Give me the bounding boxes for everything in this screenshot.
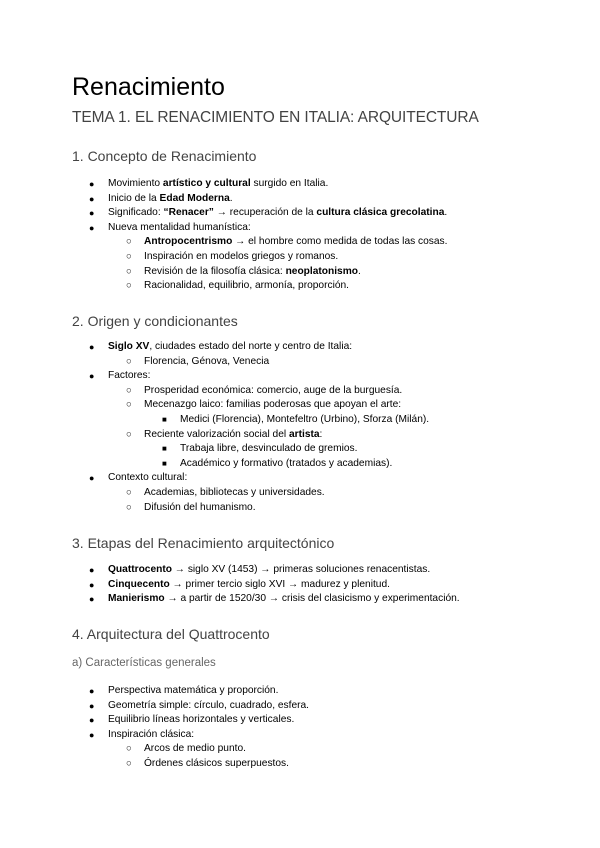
circle-bullet-icon: ○ [126, 399, 132, 411]
document-title: Renacimiento [72, 73, 225, 101]
bullet-icon: ● [89, 473, 95, 484]
section-1-heading: 1. Concepto de Renacimiento [72, 148, 257, 164]
bullet-icon: ● [89, 686, 95, 696]
square-bullet-icon: ■ [162, 444, 167, 454]
section-4-subheading: a) Características generales [72, 657, 216, 669]
section-4-heading: 4. Arquitectura del Quattrocento [72, 626, 270, 642]
list-item: ● Movimiento artístico y cultural surgido en Italia. [0, 177, 600, 192]
bullet-icon: ● [89, 700, 95, 711]
circle-bullet-icon: ○ [126, 757, 132, 769]
bullet-icon: ● [89, 208, 95, 219]
section-1-list [0, 177, 600, 294]
bullet-icon: ● [89, 371, 95, 382]
circle-bullet-icon: ○ [126, 236, 132, 248]
bullet-icon: ● [89, 342, 95, 352]
list-item: ● Factores: [0, 369, 600, 384]
circle-bullet-icon: ○ [126, 501, 132, 513]
list-item: ○ Academias, bibliotecas y universidades. [0, 486, 600, 501]
bullet-icon: ● [89, 715, 95, 726]
list-item: ○ Órdenes clásicos superpuestos. [0, 757, 600, 772]
list-item: ■ Trabaja libre, desvinculado de gremios. [0, 442, 600, 457]
circle-bullet-icon: ○ [126, 280, 132, 292]
list-item: ○ Arcos de medio punto. [0, 742, 600, 757]
list-item: ● Quattrocento → siglo XV (1453) → primeras soluciones renacentistas. [0, 563, 600, 578]
list-item: ● Nueva mentalidad humanística: [0, 221, 600, 236]
list-item: ● Cinquecento → primer tercio siglo XVI → madurez y plenitud. [0, 578, 600, 593]
list-item: ○ Difusión del humanismo. [0, 501, 600, 516]
list-item: ■ Académico y formativo (tratados y academias). [0, 457, 600, 472]
section-2-heading: 2. Origen y condicionantes [72, 313, 238, 329]
list-item: ○ Mecenazgo laico: familias poderosas que apoyan el arte: [0, 398, 600, 413]
bullet-icon: ● [89, 222, 95, 233]
list-item: ○ Antropocentrismo → el hombre como medida de todas las cosas. [0, 235, 600, 250]
section-4-list [0, 684, 600, 772]
circle-bullet-icon: ○ [126, 743, 132, 755]
list-item: ● Inspiración clásica: [0, 728, 600, 743]
circle-bullet-icon: ○ [126, 355, 132, 367]
circle-bullet-icon: ○ [126, 250, 132, 262]
bullet-icon: ● [89, 594, 95, 605]
list-item: ○ Inspiración en modelos griegos y romanos. [0, 250, 600, 265]
list-item: ● Significado: “Renacer” → recuperación de la cultura clásica grecolatina. [0, 206, 600, 221]
bullet-icon: ● [89, 729, 95, 740]
square-bullet-icon: ■ [162, 414, 167, 424]
list-item: ● Manierismo → a partir de 1520/30 → crisis del clasicismo y experimentación. [0, 592, 600, 607]
list-item: ○ Revisión de la filosofía clásica: neoplatonismo. [0, 265, 600, 280]
list-item: ○ Prosperidad económica: comercio, auge de la burguesía. [0, 384, 600, 399]
list-item: ■ Medici (Florencia), Montefeltro (Urbino), Sforza (Milán). [0, 413, 600, 428]
circle-bullet-icon: ○ [126, 384, 132, 396]
square-bullet-icon: ■ [162, 458, 167, 468]
bullet-icon: ● [89, 579, 95, 590]
circle-bullet-icon: ○ [126, 265, 132, 277]
section-2-list [0, 340, 600, 515]
list-item: ● Inicio de la Edad Moderna. [0, 192, 600, 207]
list-item: ● Equilibrio líneas horizontales y verticales. [0, 713, 600, 728]
bullet-icon: ● [89, 193, 95, 204]
section-3-list [0, 563, 600, 607]
list-item: ○ Florencia, Génova, Venecia [0, 355, 600, 370]
document-subtitle: TEMA 1. EL RENACIMIENTO EN ITALIA: ARQUITECTURA [72, 109, 479, 126]
bullet-icon: ● [89, 565, 95, 575]
list-item: ○ Racionalidad, equilibrio, armonía, proporción. [0, 279, 600, 294]
list-item: ● Siglo XV, ciudades estado del norte y centro de Italia: [0, 340, 600, 355]
list-item: ○ Reciente valorización social del artista: [0, 428, 600, 443]
list-item: ● Perspectiva matemática y proporción. [0, 684, 600, 699]
circle-bullet-icon: ○ [126, 428, 132, 440]
bullet-icon: ● [89, 179, 95, 189]
list-item: ● Geometría simple: círculo, cuadrado, esfera. [0, 699, 600, 714]
section-3-heading: 3. Etapas del Renacimiento arquitectónico [72, 535, 335, 551]
list-item: ● Contexto cultural: [0, 471, 600, 486]
circle-bullet-icon: ○ [126, 486, 132, 498]
